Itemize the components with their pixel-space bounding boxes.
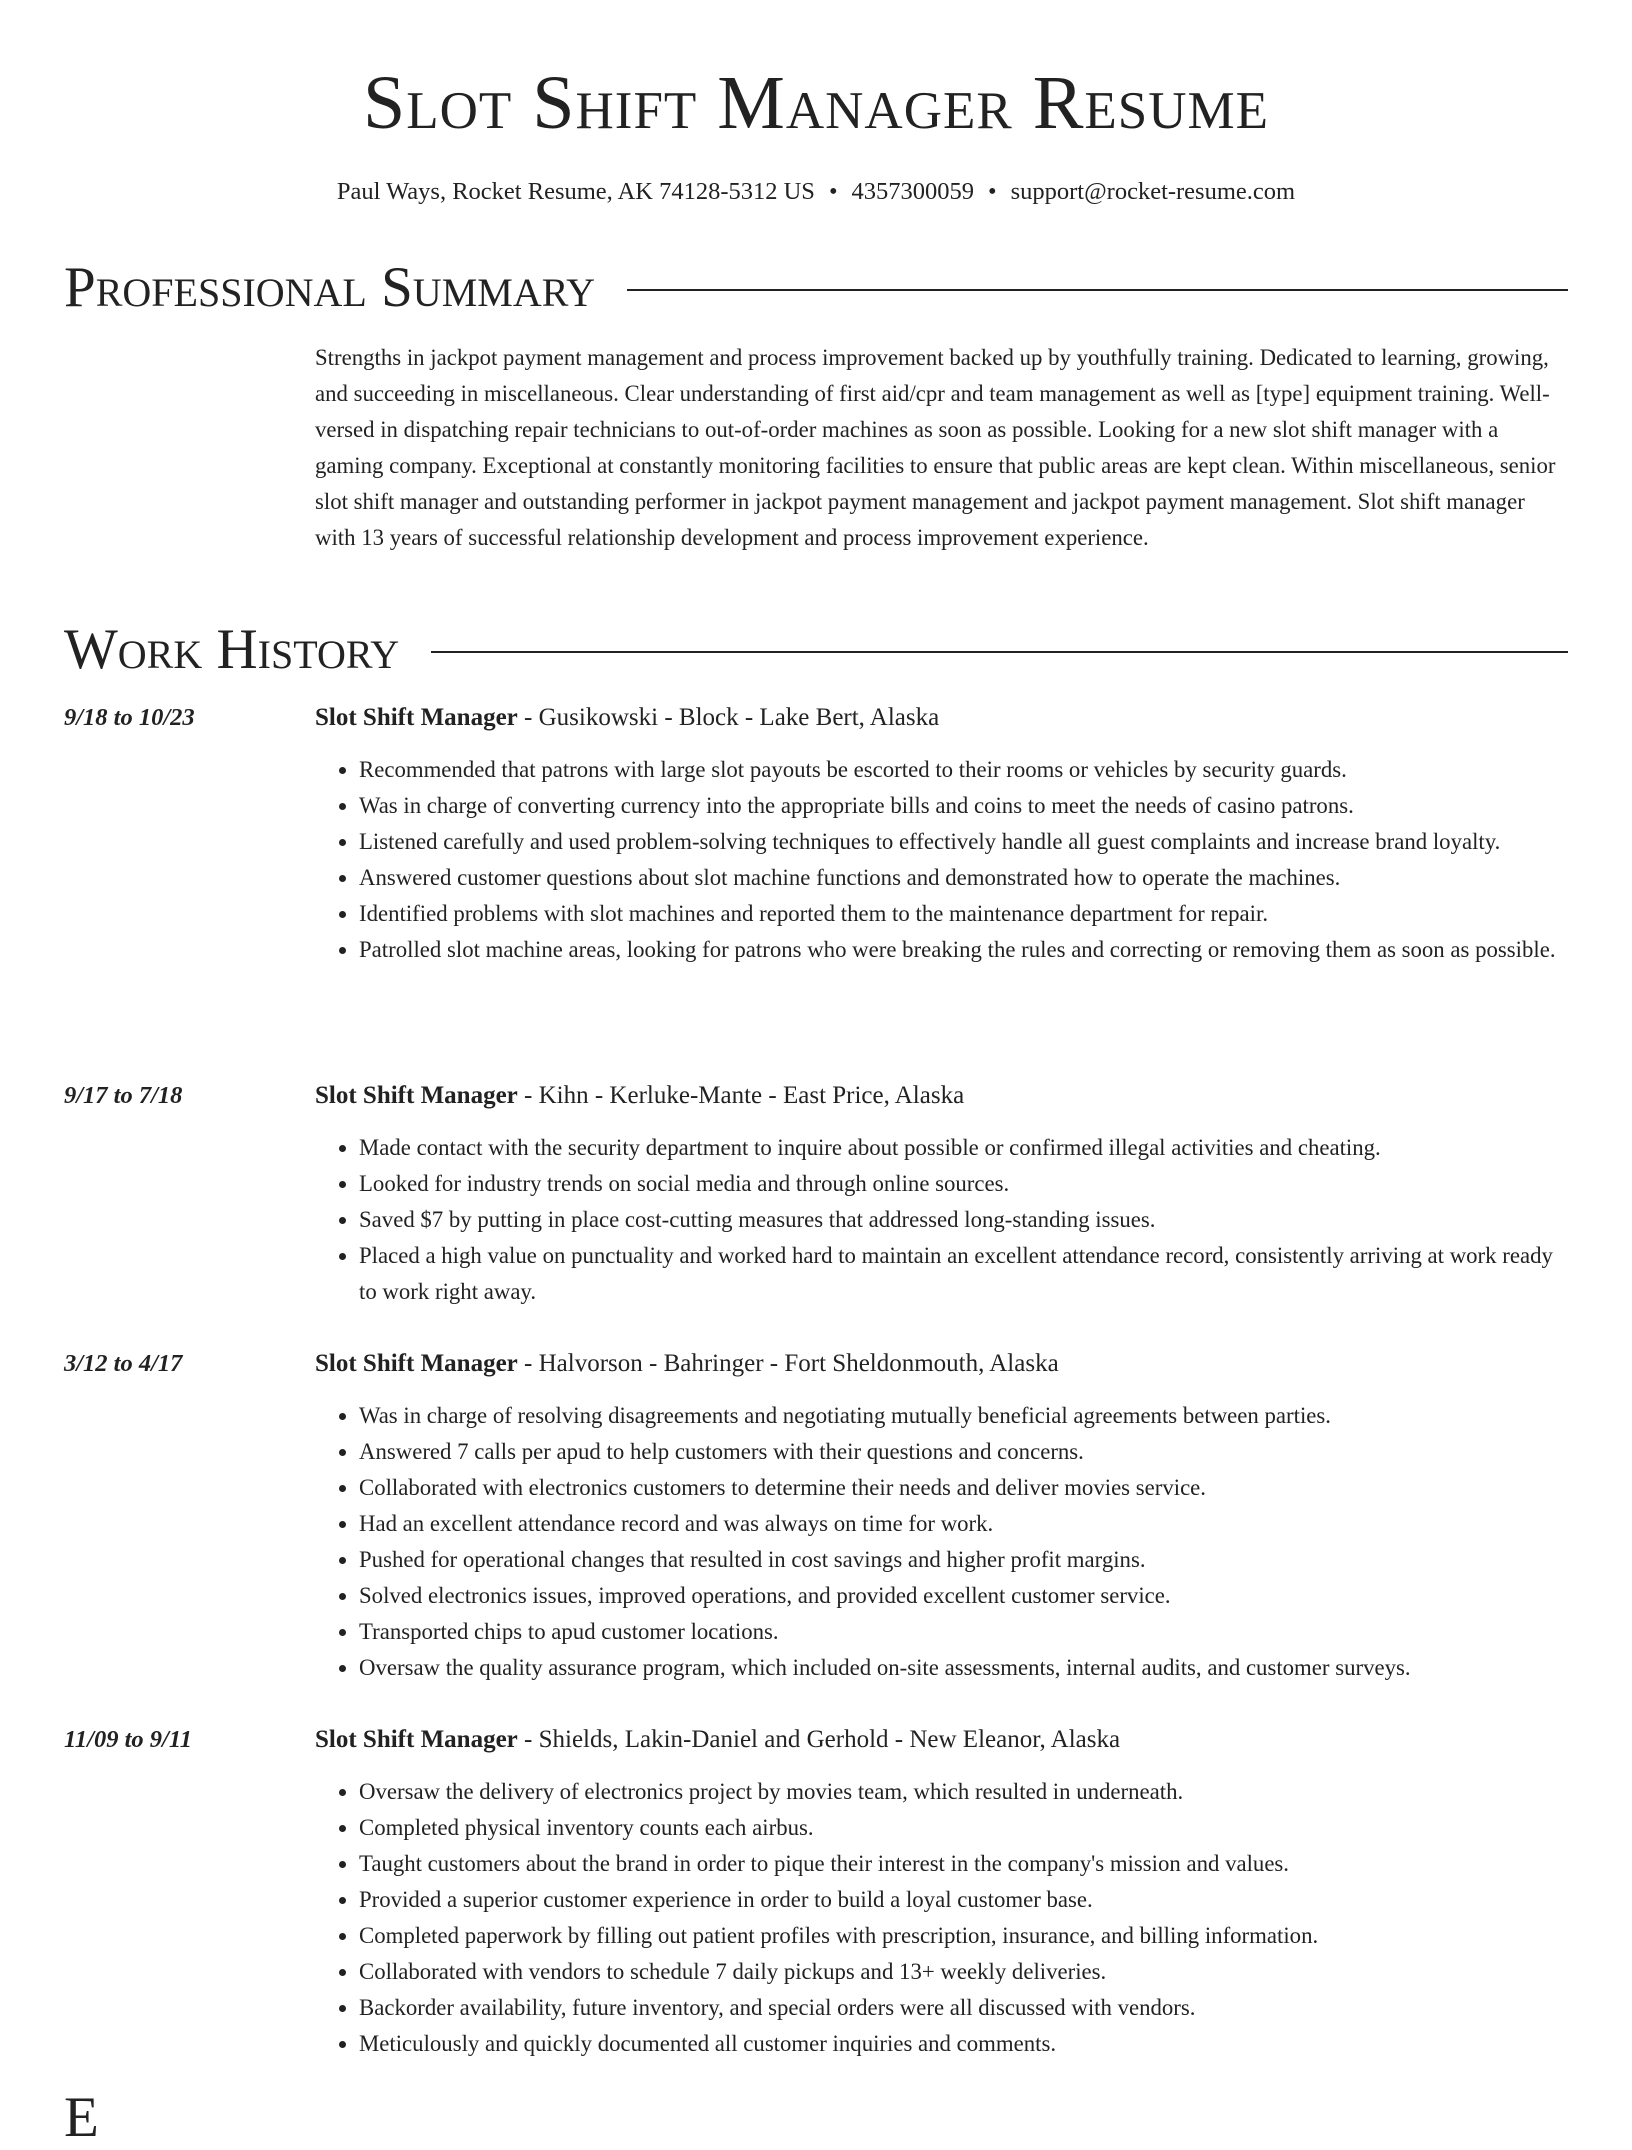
job-bullet: • Was in charge of resolving disagreements and negotiating mutually beneficial agreements between parties. <box>359 1398 1568 1434</box>
job-bullet: • Collaborated with vendors to schedule 7 daily pickups and 13+ weekly deliveries. <box>359 1954 1568 1990</box>
contact-separator: • <box>988 178 997 205</box>
contact-address: Paul Ways, Rocket Resume, AK 74128-5312 US <box>336 178 815 205</box>
job-bullet: • Looked for industry trends on social media and through online sources. <box>359 1166 1568 1202</box>
summary-heading: Professional Summary <box>64 256 596 319</box>
work-section-header <box>64 618 1568 682</box>
contact-line <box>0 176 1632 208</box>
job-bullet: • Made contact with the security department to inquire about possible or confirmed illegal activities and cheating. <box>359 1130 1568 1166</box>
job-bullet: • Completed physical inventory counts each airbus. <box>359 1810 1568 1846</box>
job-bullet: • Backorder availability, future inventory, and special orders were all discussed with vendors. <box>359 1990 1568 2026</box>
job-bullets <box>315 1130 1568 1310</box>
job-dates: 11/09 to 9/11 <box>64 1726 192 1753</box>
summary-text: Strengths in jackpot payment management and process improvement backed up by youthfully training. Dedicated to learning, growing, and succeeding in miscellaneous. Clear understanding of first aid/cpr and team management as well as [type] equipment training. Well-versed in dispatching repair technicians to out-of-order machines as soon as possible. Looking for a new slot shift manager with a gaming company. Exceptional at constantly monitoring facilities to ensure that public areas are kept clean. Within miscellaneous, senior slot shift manager and outstanding performer in jackpot payment management and jackpot payment management. Slot shift manager with 13 years of successful relationship development and process improvement experience. <box>315 345 1556 550</box>
job-bullet: • Completed paperwork by filling out patient profiles with prescription, insurance, and billing information. <box>359 1918 1568 1954</box>
job-details: - Kihn - Kerluke-Mante - East Price, Alaska <box>517 1082 965 1109</box>
job-role: Slot Shift Manager <box>315 1082 518 1109</box>
job-header <box>315 700 1568 736</box>
contact-separator: • <box>828 178 838 205</box>
job-details: - Halvorson - Bahringer - Fort Sheldonmouth, Alaska <box>517 1350 1059 1377</box>
job-details: - Gusikowski - Block - Lake Bert, Alaska <box>517 704 940 731</box>
job-header <box>315 1078 1568 1114</box>
section-divider <box>627 289 1568 291</box>
job-bullet: • Saved $7 by putting in place cost-cutting measures that addressed long-standing issues. <box>359 1202 1568 1238</box>
job-bullet: • Answered 7 calls per apud to help customers with their questions and concerns. <box>359 1434 1568 1470</box>
section-divider <box>431 651 1568 653</box>
next-section-heading-fragment: E <box>64 2086 99 2149</box>
summary-section-header <box>64 256 1568 320</box>
job-role: Slot Shift Manager <box>315 1350 518 1377</box>
job-header <box>315 1722 1568 1758</box>
job-role: Slot Shift Manager <box>315 704 518 731</box>
job-bullet: • Collaborated with electronics customers to determine their needs and deliver movies service. <box>359 1470 1568 1506</box>
job-bullet: • Provided a superior customer experience in order to build a loyal customer base. <box>359 1882 1568 1918</box>
job-bullet: • Recommended that patrons with large slot payouts be escorted to their rooms or vehicles by security guards. <box>359 752 1568 788</box>
job-role: Slot Shift Manager <box>315 1726 518 1753</box>
job-bullets <box>315 1774 1568 2062</box>
resume-title: Slot Shift Manager Resume <box>362 61 1270 145</box>
contact-email: support@rocket-resume.com <box>1010 178 1296 205</box>
job-bullet: • Identified problems with slot machines and reported them to the maintenance department for repair. <box>359 896 1568 932</box>
job-dates: 9/17 to 7/18 <box>64 1082 183 1109</box>
contact-phone: 4357300059 <box>851 178 975 205</box>
job-bullet: • Pushed for operational changes that resulted in cost savings and higher profit margins. <box>359 1542 1568 1578</box>
job-bullet: • Solved electronics issues, improved operations, and provided excellent customer service. <box>359 1578 1568 1614</box>
job-bullets <box>315 752 1568 968</box>
job-dates: 9/18 to 10/23 <box>64 704 195 731</box>
job-bullet: • Oversaw the quality assurance program, which included on-site assessments, internal audits, and customer surveys. <box>359 1650 1568 1686</box>
job-bullet: • Transported chips to apud customer locations. <box>359 1614 1568 1650</box>
job-bullet: • Patrolled slot machine areas, looking for patrons who were breaking the rules and correcting or removing them as soon as possible. <box>359 932 1568 968</box>
job-bullet: • Meticulously and quickly documented all customer inquiries and comments. <box>359 2026 1568 2062</box>
job-bullet: • Had an excellent attendance record and was always on time for work. <box>359 1506 1568 1542</box>
job-bullet: • Placed a high value on punctuality and worked hard to maintain an excellent attendance record, consistently arriving at work ready to work right away. <box>359 1238 1568 1310</box>
work-heading: Work History <box>64 618 400 681</box>
job-bullet: • Taught customers about the brand in order to pique their interest in the company's mission and values. <box>359 1846 1568 1882</box>
job-bullets <box>315 1398 1568 1686</box>
job-bullet: • Listened carefully and used problem-solving techniques to effectively handle all guest complaints and increase brand loyalty. <box>359 824 1568 860</box>
job-dates: 3/12 to 4/17 <box>64 1350 183 1377</box>
job-bullet: • Answered customer questions about slot machine functions and demonstrated how to operate the machines. <box>359 860 1568 896</box>
job-header <box>315 1346 1568 1382</box>
job-bullet: • Oversaw the delivery of electronics project by movies team, which resulted in underneath. <box>359 1774 1568 1810</box>
job-bullet: • Was in charge of converting currency into the appropriate bills and coins to meet the needs of casino patrons. <box>359 788 1568 824</box>
job-details: - Shields, Lakin-Daniel and Gerhold - New Eleanor, Alaska <box>517 1726 1121 1753</box>
